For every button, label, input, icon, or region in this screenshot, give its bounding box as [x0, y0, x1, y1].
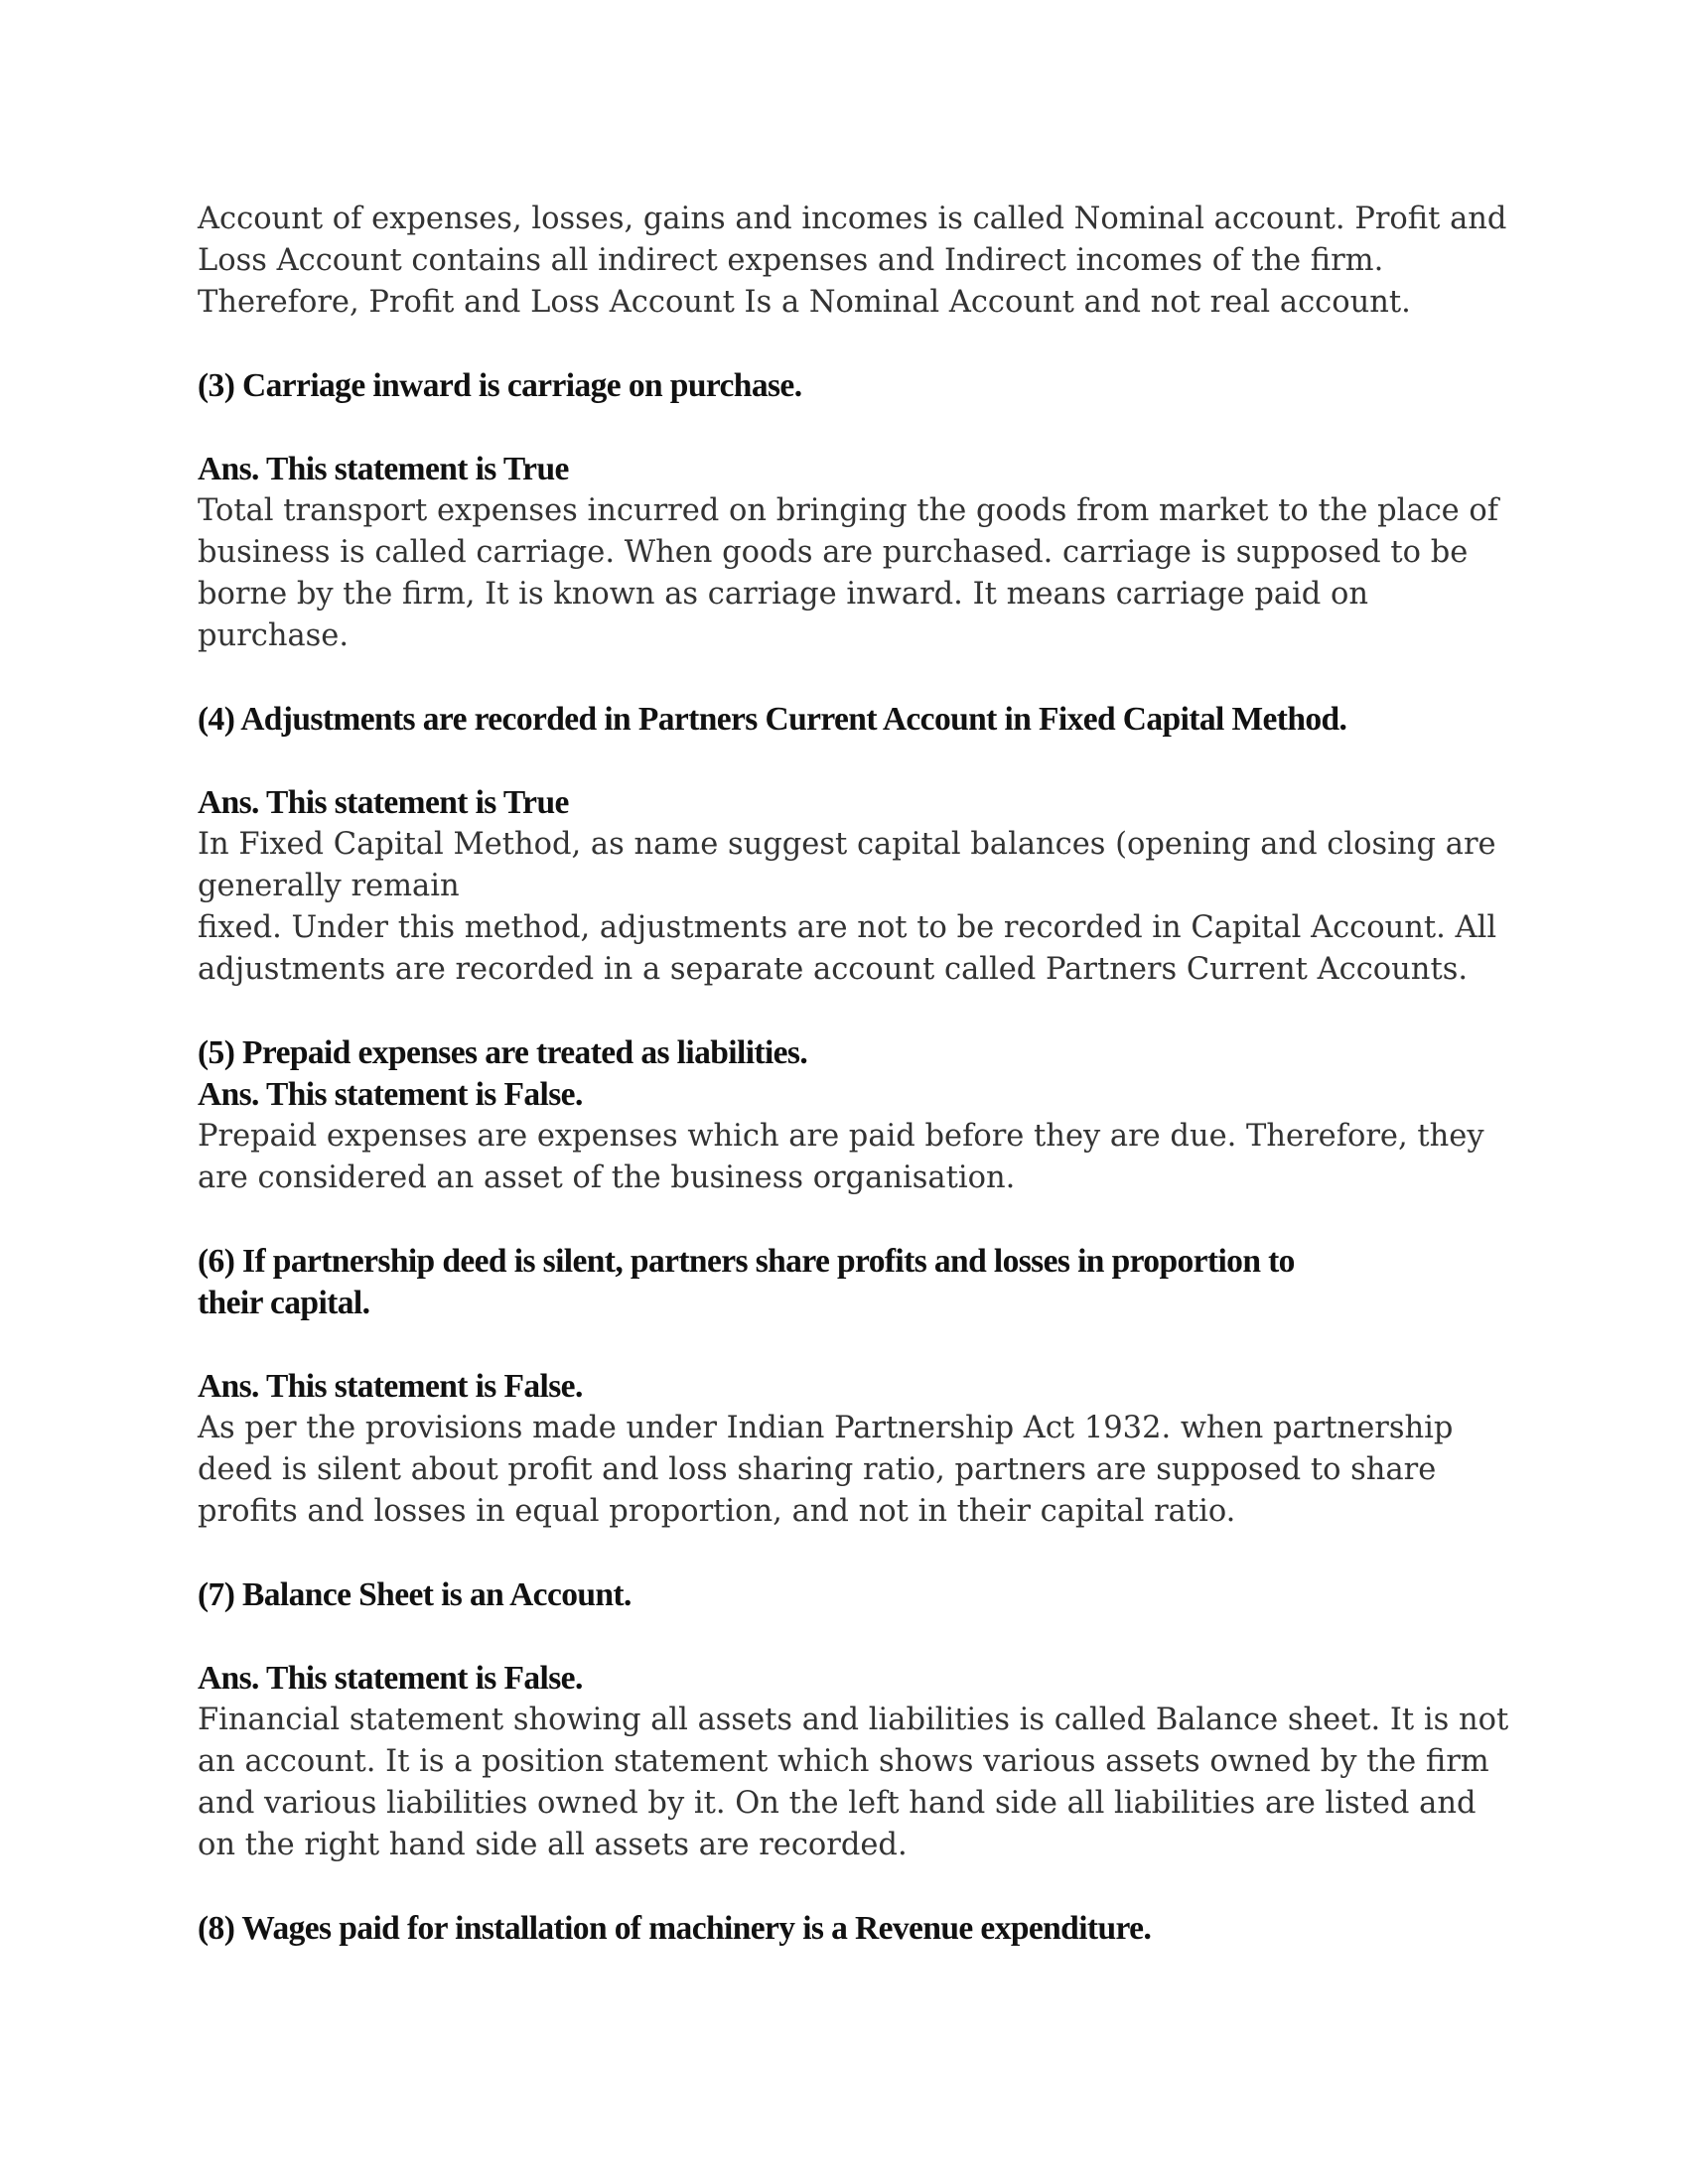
text-line: are considered an asset of the business organisation. — [198, 1160, 1016, 1195]
text-line: As per the provisions made under Indian Partnership Act 1932. when partnership — [198, 1411, 1454, 1445]
paragraph-spacer — [198, 1533, 1518, 1574]
text-line: profits and losses in equal proportion, and not in their capital ratio. — [198, 1494, 1236, 1529]
explanation-paragraph — [198, 1700, 1518, 1866]
text-line: their capital. — [198, 1285, 370, 1321]
text-line: Loss Account contains all indirect expenses and Indirect incomes of the firm. — [198, 243, 1384, 278]
text-line: business is called carriage. When goods are purchased. carriage is supposed to be — [198, 535, 1469, 570]
paragraph-spacer — [198, 324, 1518, 365]
answer-verdict: Ans. This statement is True — [198, 451, 569, 487]
text-line: borne by the firm, It is known as carriage inward. It means carriage paid on — [198, 577, 1369, 612]
paragraph-spacer — [198, 741, 1518, 782]
paragraph-spacer — [198, 991, 1518, 1032]
question-heading — [198, 1574, 1518, 1616]
question-heading — [198, 1908, 1518, 1950]
answer-verdict: Ans. This statement is False. — [198, 1660, 583, 1697]
text-line: (8) Wages paid for installation of machinery is a Revenue expenditure. — [198, 1910, 1152, 1947]
text-line: Account of expenses, losses, gains and incomes is called Nominal account. Profit and — [198, 202, 1507, 236]
text-line: Therefore, Profit and Loss Account Is a Nominal Account and not real account. — [198, 285, 1411, 320]
explanation-paragraph — [198, 1116, 1518, 1199]
text-line: Total transport expenses incurred on bringing the goods from market to the place of — [198, 493, 1499, 528]
explanation-paragraph — [198, 199, 1518, 324]
paragraph-spacer — [198, 1616, 1518, 1658]
paragraph-spacer — [198, 1324, 1518, 1366]
explanation-paragraph — [198, 1408, 1518, 1533]
text-line: adjustments are recorded in a separate account called Partners Current Accounts. — [198, 952, 1469, 987]
question-heading — [198, 365, 1518, 407]
paragraph-spacer — [198, 407, 1518, 449]
text-line: and various liabilities owned by it. On the left hand side all liabilities are listed and — [198, 1786, 1477, 1821]
text-line: deed is silent about profit and loss sharing ratio, partners are supposed to share — [198, 1452, 1437, 1487]
answer-verdict: Ans. This statement is False. — [198, 1076, 583, 1113]
text-line: on the right hand side all assets are recorded. — [198, 1828, 908, 1862]
paragraph-spacer — [198, 657, 1518, 699]
paragraph-spacer — [198, 1199, 1518, 1241]
text-line: (3) Carriage inward is carriage on purchase. — [198, 367, 802, 404]
text-line: Prepaid expenses are expenses which are paid before they are due. Therefore, they — [198, 1119, 1484, 1154]
explanation-paragraph — [198, 490, 1518, 657]
text-line: Financial statement showing all assets and liabilities is called Balance sheet. It is not — [198, 1703, 1509, 1737]
text-line: generally remain — [198, 869, 460, 903]
text-line: (5) Prepaid expenses are treated as liabilities. — [198, 1034, 808, 1071]
question-heading — [198, 699, 1518, 741]
text-line: purchase. — [198, 618, 350, 653]
answer-verdict: Ans. This statement is False. — [198, 1368, 583, 1405]
question-heading — [198, 1241, 1518, 1324]
document-body — [198, 199, 1518, 1950]
question-heading — [198, 1032, 1518, 1074]
text-line: (4) Adjustments are recorded in Partners Current Account in Fixed Capital Method. — [198, 701, 1347, 738]
explanation-paragraph — [198, 824, 1518, 991]
answer-verdict: Ans. This statement is True — [198, 784, 569, 821]
paragraph-spacer — [198, 1866, 1518, 1908]
text-line: (7) Balance Sheet is an Account. — [198, 1576, 632, 1613]
text-line: an account. It is a position statement which shows various assets owned by the firm — [198, 1744, 1489, 1779]
text-line: (6) If partnership deed is silent, partners share profits and losses in proportion to — [198, 1243, 1295, 1280]
text-line: fixed. Under this method, adjustments are not to be recorded in Capital Account. All — [198, 910, 1497, 945]
text-line: In Fixed Capital Method, as name suggest capital balances (opening and closing are — [198, 827, 1496, 862]
